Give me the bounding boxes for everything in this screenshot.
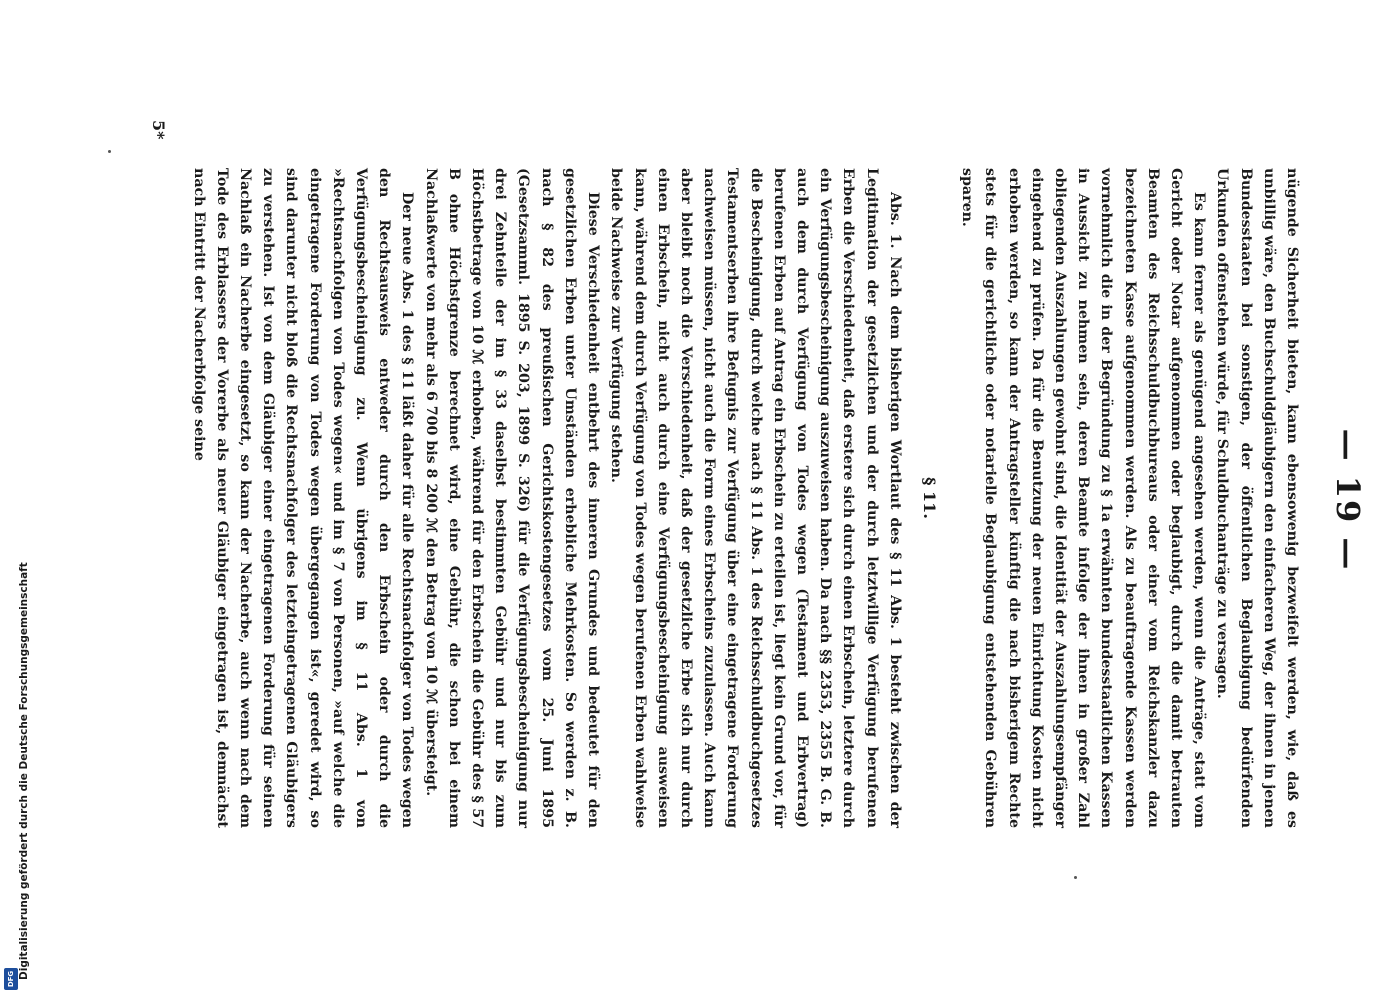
scan-speck	[108, 150, 111, 153]
paragraph: Abs. 1. Nach dem bisherigen Wortlaut des § 11 Abs. 1 besteht zwischen der Legitimation der gesetzlichen und der durch letztwillige Verfügung berufenen Erben die Verschiedenheit, daß erstere sich durch einen Erbschein, letztere durch ein Verfügungsbescheinigung auszuweisen haben. Da nach §§ 2353, 2355 B. G. B. auch dem durch Verfügung von Todes wegen (Testament und Erbvertrag) berufenen Erben auf Antrag ein Erbschein zu erteilen ist, liegt kein Grund vor, für die Bescheinigung, durch welche nach § 11 Abs. 1 des Reichsschuldbuchgesetzes Testamentserben ihre Befugnis zur Verfügung über eine eingetragene Forderung nachweisen müssen, nicht auch die Form eines Erbscheins zuzulassen. Auch kann aber bleibt noch die Verschiedenheit, daß der gesetzliche Erbe sich nur durch einen Erbschein, nicht auch durch eine Verfügungsbescheinigung ausweisen kann, während dem durch Verfügung von Todes wegen berufenen Erben wahlweise beide Nachweise zur Verfügung stehen.	[608, 168, 903, 828]
funding-strip	[0, 0, 30, 1000]
paragraph: Es kann ferner als genügend angesehen werden, wenn die Anträge, statt vom Gericht oder Notar aufgenommen oder beglaubigt, durch die damit betrauten Beamten des Reichsschuldbuchbureaus oder einer vom Reichskanzler dazu bezeichneten Kasse aufgenommen werden. Als zu beauftragende Kassen werden vornehmlich die in der Begründung zu § 1a erwähnten bundesstaatlichen Kassen in Aussicht zu nehmen sein, deren Beamte infolge der ihnen in großer Zahl obliegenden Auszahlungen gewohnt sind, die Identität der Auszahlungsempfänger eingehend zu prüfen. Da für die Benutzung der neuen Einrichtung Kosten nicht erhoben werden, so kann der Antragsteller künftig die nach bisherigem Rechte stets für die gerichtliche oder notarielle Beglaubigung entstehenden Gebühren sparen.	[959, 168, 1208, 828]
paragraph: Diese Verschiedenheit entbehrt des inneren Grundes und bedeutet für den gesetzlichen Erben unter Umständen erhebliche Mehrkosten. So werden z. B. nach § 82 des preußischen Gerichtskostengesetzes vom 25. Juni 1895 (Gesetzsamml. 1895 S. 203, 1899 S. 326) für die Verfügungsbescheinigung nur drei Zehnteile der im § 33 daselbst bestimmten Gebühr und nur bis zum Höchstbetrage von 10 ℳ erhoben, während für den Erbschein die Gebühr des § 57 B ohne Höchstgrenze berechnet wird, eine Gebühr, die schon bei einem Nachlaßwerte von mehr als 6 700 bis 8 200 ℳ den Betrag von 10 ℳ übersteigt.	[422, 168, 602, 828]
funding-note: Digitalisierung gefördert durch die Deutsche Forschungsgemeinschaft	[18, 562, 30, 980]
main-text	[186, 168, 1303, 828]
dfg-logo-icon	[4, 968, 18, 990]
scan-speck	[1074, 876, 1077, 879]
paragraph: nügende Sicherheit bieten, kann ebensowenig bezweifelt werden, wie, daß es unbillig wäre, den Buchschuldgläubigern den einfacheren Weg, der ihnen in jenen Bundesstaaten bei sonstigen, der öffentlichen Beglaubigung bedürfenden Urkunden offenstehen würde, für Schuldbuchanträge zu versagen.	[1214, 168, 1300, 828]
page-number: — 19 —	[1329, 428, 1367, 572]
paragraph: Der neue Abs. 1 des § 11 läßt daher für alle Rechtsnachfolger von Todes wegen den Rechtsausweis entweder durch den Erbschein oder durch die Verfügungsbescheinigung zu. Wenn übrigens im § 11 Abs. 1 von »Rechtsnachfolgen von Todes wegen« und im § 7 von Personen, »auf welche die eingetragene Forderung von Todes wegen übergegangen ist«, geredet wird, so sind darunter nicht bloß die Rechtsnachfolger des letzteingetragenen Gläubigers zu verstehen. Ist von dem Gläubiger einer eingetragenen Forderung für seinen Nachlaß ein Nacherbe eingesetzt, so kann der Nacherbe, auch wenn nach dem Tode des Erblassers der Vorerbe als neuer Gläubiger eingetragen ist, demnächst nach Eintritt der Nacherbfolge seine	[190, 168, 416, 828]
signature-mark: 5*	[149, 120, 168, 140]
section-heading: § 11.	[919, 477, 939, 519]
logo-text: DFG	[7, 970, 15, 988]
